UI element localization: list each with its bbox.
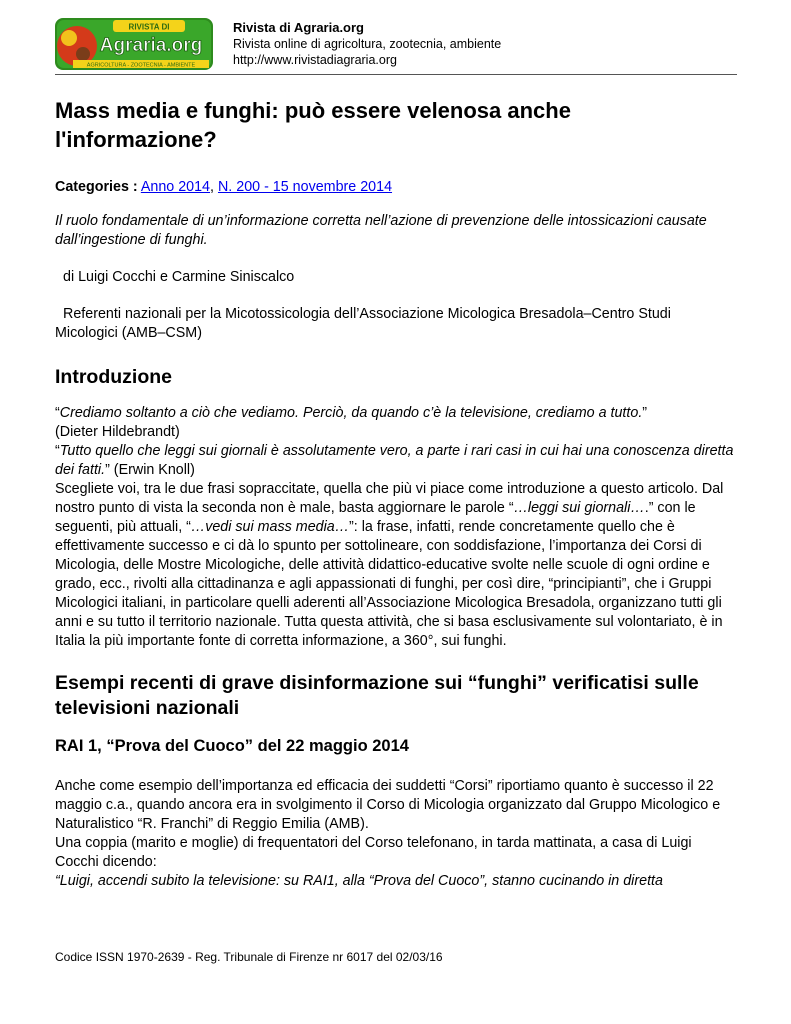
quote-1-author: (Dieter Hildebrandt) xyxy=(55,424,180,440)
section2-heading: Esempi recenti di grave disinformazione sui “funghi” verificatisi sulle televisioni nazionali xyxy=(55,672,699,719)
category-link-issue-200[interactable]: N. 200 - 15 novembre 2014 xyxy=(217,179,393,195)
subsection-heading: RAI 1, “Prova del Cuoco” del 22 maggio 2014 xyxy=(55,737,409,755)
quote-1-text: Crediamo soltanto a ciò che vediamo. Perciò, da quando c’è la televisione, crediamo a tutto. xyxy=(59,405,643,421)
body-paragraph-2: Anche come esempio dell’importanza ed efficacia dei suddetti “Corsi” riportiamo quanto è successo il 22 maggio c.a., quando ancora era in svolgimento il Corso di Micologia organizzato dal Gruppo Micologico e Naturalistico “R. Franchi” di Reggio Emilia (AMB). xyxy=(55,778,721,832)
agraria-logo[interactable] xyxy=(55,18,213,70)
site-name: Rivista di Agraria.org xyxy=(233,20,364,35)
author-references xyxy=(55,305,737,343)
references-line-2: Micologici (AMB–CSM) xyxy=(55,325,202,341)
intro-em-2: …vedi sui mass media… xyxy=(190,519,350,535)
article-title: Mass media e funghi: può essere velenosa anche l'informazione? xyxy=(55,98,571,152)
categories-label: Categories : xyxy=(55,179,138,195)
category-link-anno-2014[interactable]: Anno 2014 xyxy=(140,179,210,195)
quote-2 xyxy=(55,442,737,480)
page-footer: Codice ISSN 1970-2639 - Reg. Tribunale di Firenze nr 6017 del 02/03/16 xyxy=(55,950,443,964)
body-paragraph-3: Una coppia (marito e moglie) di frequentatori del Corso telefonano, in tarda mattinata, a casa di Luigi Cocchi dicendo: xyxy=(55,835,692,870)
article-body xyxy=(55,96,737,891)
page-header xyxy=(55,16,737,75)
intro-em-1: …leggi sui giornali… xyxy=(513,500,645,516)
intro-text-a: Scegliete voi, tra le due frasi sopraccitate, quella che più vi piace come introduzione a questo articolo. Dal nostro punto di vista la seconda non è male, basta aggiornare le parole “ xyxy=(55,481,724,516)
intro-text-b: .” con le seguenti, più attuali, “ xyxy=(55,500,696,535)
intro-section xyxy=(55,404,737,651)
quote-2-open: “ xyxy=(55,443,60,459)
categories-line xyxy=(55,178,737,197)
intro-heading: Introduzione xyxy=(55,366,172,388)
article-lead: Il ruolo fondamentale di un’informazione corretta nell’azione di prevenzione delle intossicazioni causate dall’ingestione di funghi. xyxy=(55,213,707,248)
intro-text-c: ”: la frase, infatti, rende concretamente quello che è effettivamente successo e ci dà lo spunto per sottolineare, con soddisfazione, l’importanza dei Corsi di Micologia, delle Mostre Micologiche, delle attività didattico-educative svolte nelle scuole di ogni ordine e grado, ecc., rivolti alla cittadinanza e agli appassionati di funghi, per così dire, “principianti”, che i Gruppi Micologici italiani, in particolare quelli aderenti all’Associazione Micologica Bresadola, organizzano tutti gli anni e su tutto il territorio nazionale. Tutta questa attività, che si basa esclusivamente sul volontariato, è in Italia la più importante fonte di corretta informazione, a 360°, sui funghi. xyxy=(55,519,723,649)
article-authors: di Luigi Cocchi e Carmine Siniscalco xyxy=(63,269,295,285)
site-url[interactable]: http://www.rivistadiagraria.org xyxy=(233,53,397,67)
logo-text-bottom: AGRICOLTURA - ZOOTECNIA - AMBIENTE xyxy=(86,62,196,69)
quote-2-close: ” (Erwin Knoll) xyxy=(105,462,195,478)
references-line-1: Referenti nazionali per la Micotossicologia dell’Associazione Micologica Bresadola–Centro Studi xyxy=(63,306,671,322)
quote-2-text: Tutto quello che leggi sui giornali è assolutamente vero, a parte i rari casi in cui hai una conoscenza diretta dei fatti. xyxy=(55,443,734,478)
logo-text-top: RIVISTA DI xyxy=(128,22,170,32)
site-tagline: Rivista online di agricoltura, zootecnia, ambiente xyxy=(233,37,502,51)
quote-1-open: “ xyxy=(55,405,60,421)
quote-1 xyxy=(55,404,737,442)
body-paragraph-4-text: “Luigi, accendi subito la televisione: su RAI1, alla “Prova del Cuoco”, stanno cucinando in diretta xyxy=(55,873,663,889)
site-info xyxy=(233,20,501,68)
intro-paragraph xyxy=(55,480,737,651)
logo-text-main: Agraria.org xyxy=(99,35,203,56)
quote-1-close: ” xyxy=(642,405,648,421)
category-separator: , xyxy=(210,179,214,195)
body-paragraph-4 xyxy=(55,872,737,891)
